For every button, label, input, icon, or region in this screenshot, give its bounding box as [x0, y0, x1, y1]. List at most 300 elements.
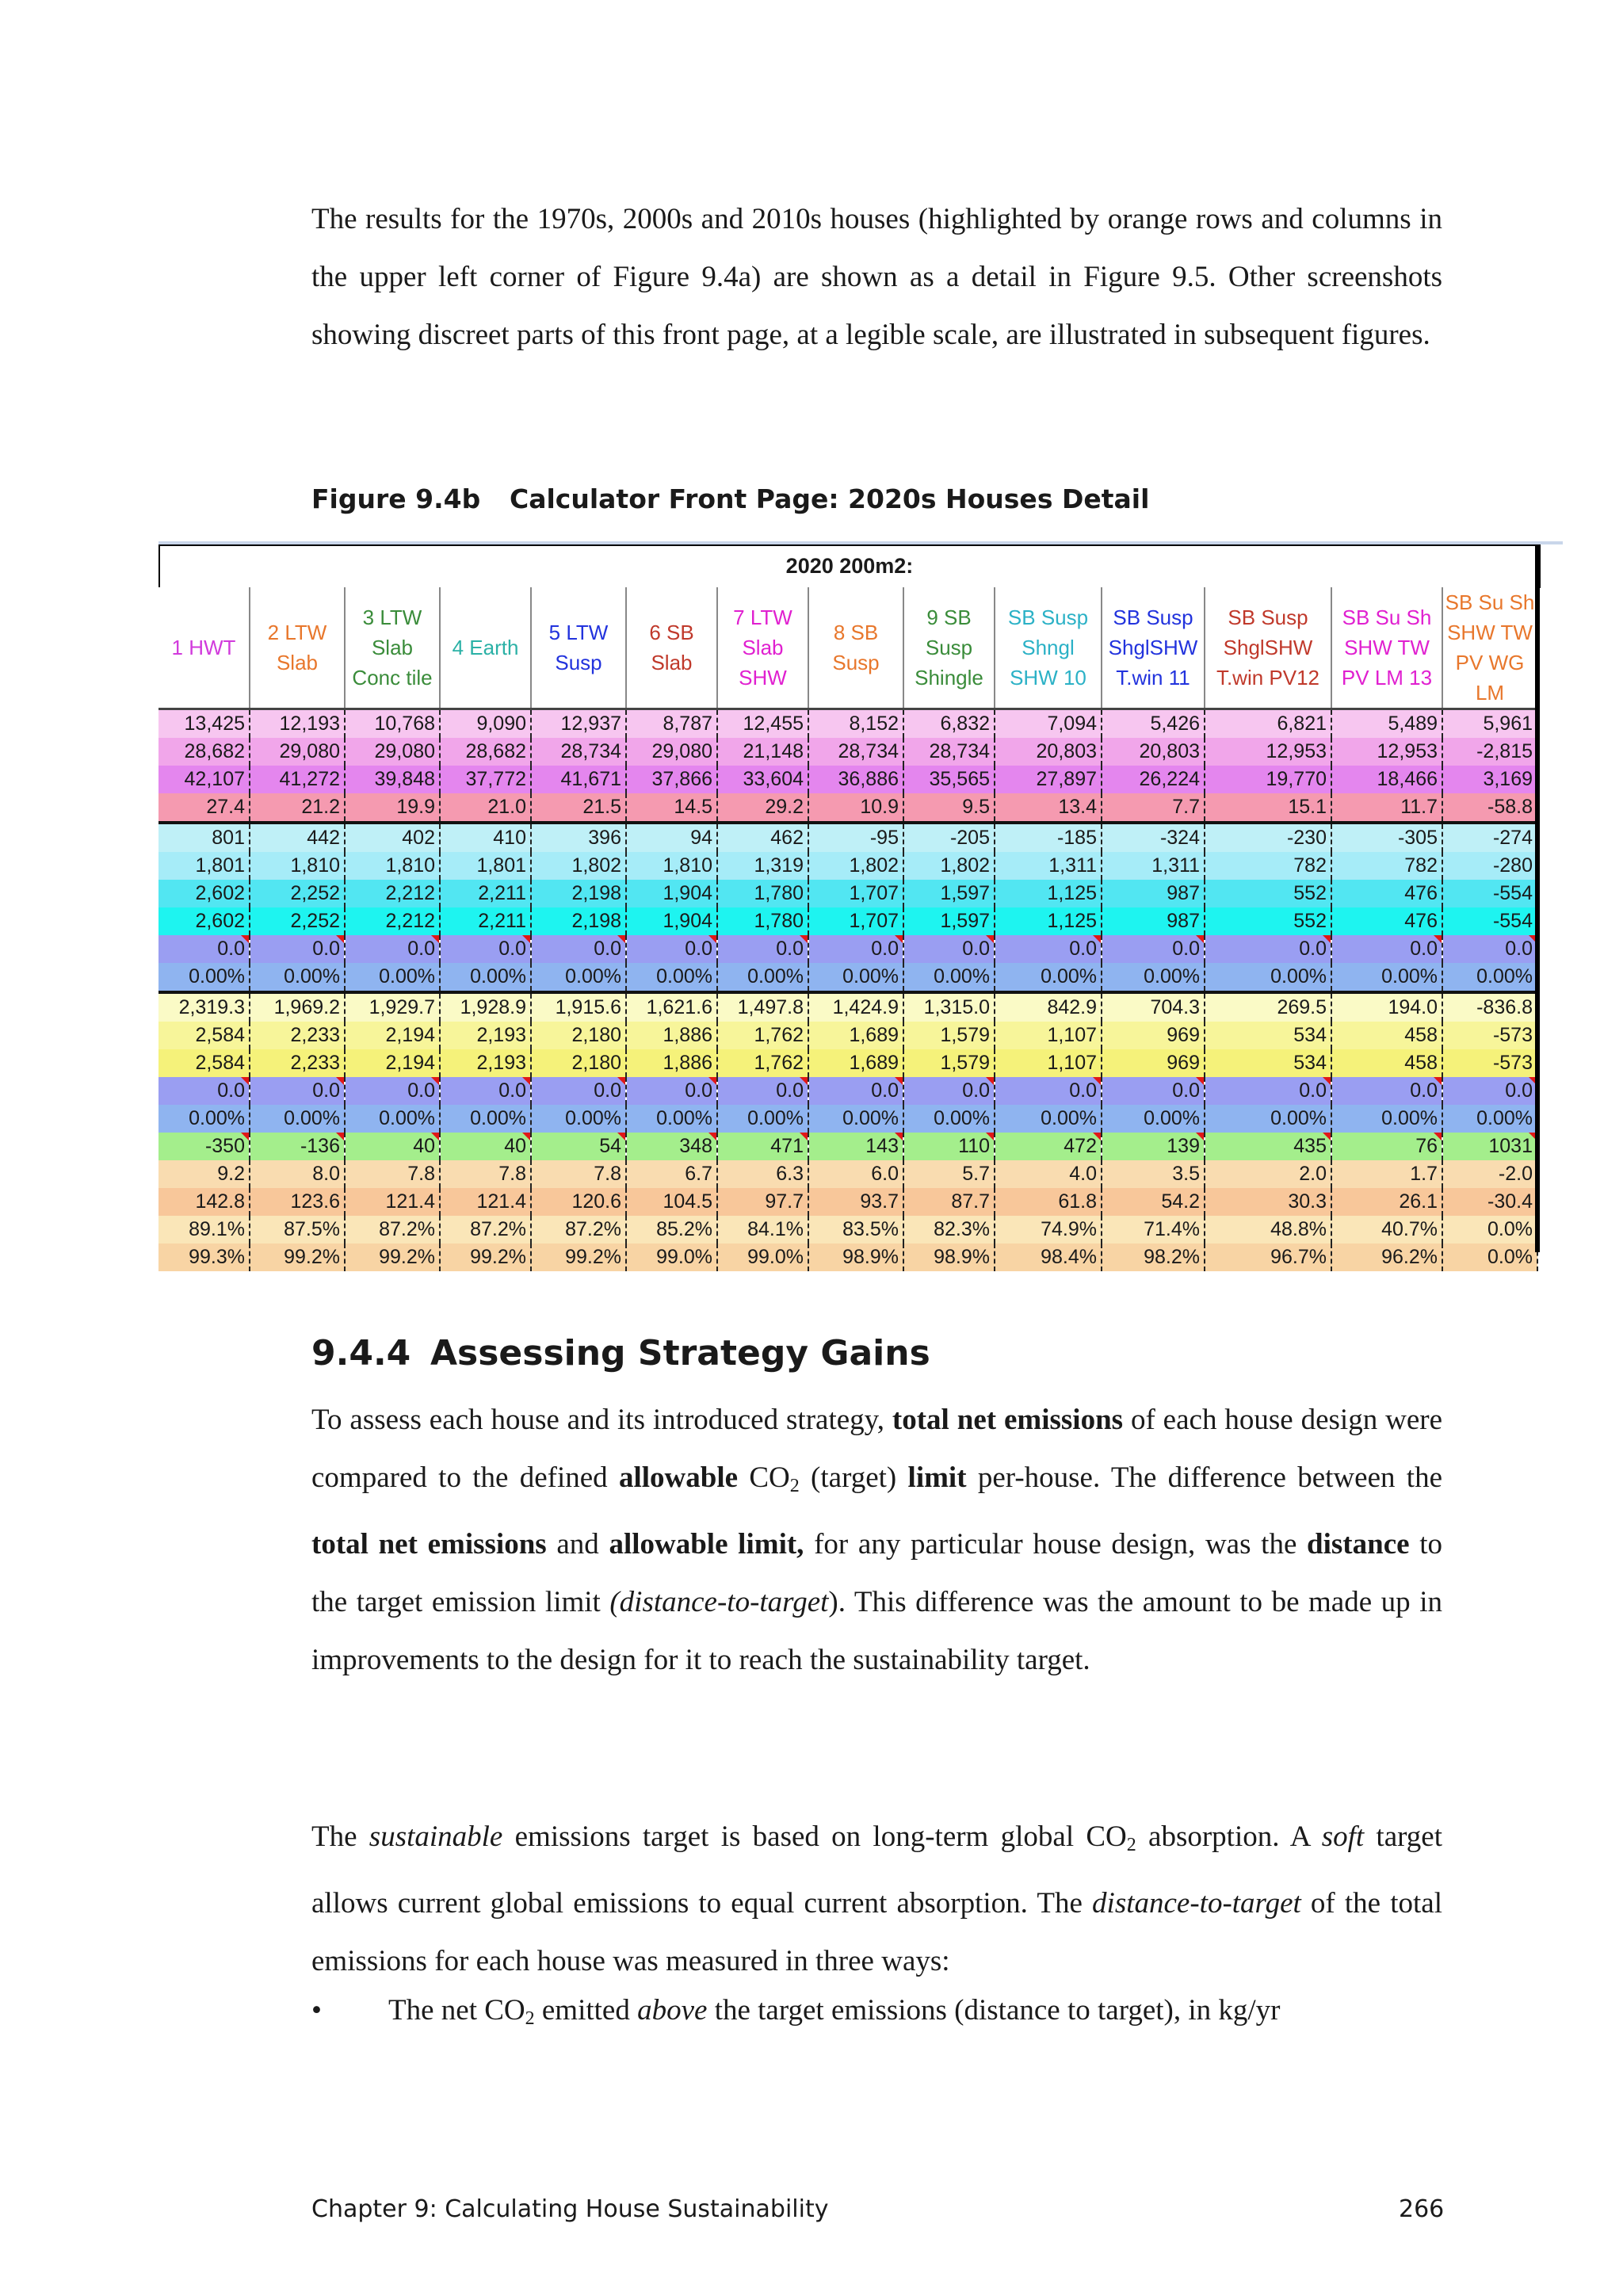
table-cell: 143 [808, 1133, 903, 1160]
table-row [158, 880, 1537, 907]
table-cell: -350 [158, 1133, 250, 1160]
table-cell: 2,252 [250, 907, 345, 935]
table-cell: 0.00% [995, 963, 1102, 992]
table-cell: 842.9 [995, 992, 1102, 1022]
table-cell: 9.2 [158, 1160, 250, 1188]
table-cell: 0.00% [158, 963, 250, 992]
table-cell: 0.00% [531, 1105, 626, 1133]
table-cell: 1,810 [626, 852, 717, 880]
table-cell: 7.8 [531, 1160, 626, 1188]
table-cell: 1,780 [717, 907, 808, 935]
table-cell: -185 [995, 823, 1102, 852]
table-cell: 2,193 [440, 1022, 531, 1049]
table-row [158, 963, 1537, 992]
table-cell: 1,311 [1102, 852, 1205, 880]
table-cell: 1,802 [903, 852, 995, 880]
table-cell: -2.0 [1442, 1160, 1537, 1188]
table-cell: 442 [250, 823, 345, 852]
table-cell: 74.9% [995, 1216, 1102, 1244]
table-cell: 54.2 [1102, 1188, 1205, 1216]
table-cell: 12,937 [531, 709, 626, 739]
column-header: SB Su Sh SHW TW PV LM 13 [1331, 587, 1442, 709]
table-row [158, 766, 1537, 793]
table-cell: 6.0 [808, 1160, 903, 1188]
table-cell: 2.0 [1205, 1160, 1331, 1188]
table-cell: 1,904 [626, 907, 717, 935]
table-cell: -274 [1442, 823, 1537, 852]
table-cell: 410 [440, 823, 531, 852]
table-cell: 0.0 [158, 1077, 250, 1105]
table-cell: 30.3 [1205, 1188, 1331, 1216]
table-cell: 552 [1205, 907, 1331, 935]
table-cell: 0.00% [250, 1105, 345, 1133]
table-cell: 20,803 [1102, 738, 1205, 766]
table-cell: 0.0 [626, 935, 717, 963]
column-header: 8 SB Susp [808, 587, 903, 709]
table-cell: 0.0 [1331, 935, 1442, 963]
table-cell: 87.7 [903, 1188, 995, 1216]
table-cell: 969 [1102, 1022, 1205, 1049]
table-cell: 0.00% [1205, 963, 1331, 992]
table-cell: 7,094 [995, 709, 1102, 739]
table-cell: 20,803 [995, 738, 1102, 766]
header-row [158, 587, 1537, 709]
table-cell: 12,953 [1331, 738, 1442, 766]
table-cell: 2,252 [250, 880, 345, 907]
table-cell: 0.0 [995, 1077, 1102, 1105]
table-cell: 21,148 [717, 738, 808, 766]
table-row [158, 992, 1537, 1022]
table-cell: 6,821 [1205, 709, 1331, 739]
table-cell: -2,815 [1442, 738, 1537, 766]
table-cell: 1,497.8 [717, 992, 808, 1022]
table-cell: 0.00% [1331, 1105, 1442, 1133]
table-cell: 0.00% [1102, 1105, 1205, 1133]
table-cell: 1,810 [250, 852, 345, 880]
section-title: Assessing Strategy Gains [430, 1333, 930, 1373]
figure-title: Calculator Front Page: 2020s Houses Detail [510, 483, 1150, 514]
table-cell: 0.0 [808, 935, 903, 963]
table-cell: 40.7% [1331, 1216, 1442, 1244]
table-cell: 9.5 [903, 793, 995, 823]
table-cell: -280 [1442, 852, 1537, 880]
column-header: SB Susp ShglSHW T.win 11 [1102, 587, 1205, 709]
table-cell: 21.0 [440, 793, 531, 823]
section-number: 9.4.4 [311, 1333, 411, 1373]
table-cell: 969 [1102, 1049, 1205, 1077]
table-cell: 142.8 [158, 1188, 250, 1216]
table-cell: 0.00% [250, 963, 345, 992]
table-cell: 99.3% [158, 1244, 250, 1271]
table-cell: 0.00% [903, 963, 995, 992]
table-cell: 139 [1102, 1133, 1205, 1160]
table-cell: 2,211 [440, 907, 531, 935]
table-cell: -30.4 [1442, 1188, 1537, 1216]
table-cell: 19.9 [345, 793, 440, 823]
table-cell: 96.7% [1205, 1244, 1331, 1271]
table-cell: 2,584 [158, 1022, 250, 1049]
figure-number: Figure 9.4b [311, 483, 481, 514]
table-cell: 6.3 [717, 1160, 808, 1188]
table-cell: 0.00% [995, 1105, 1102, 1133]
bullet-icon: • [311, 1994, 322, 2027]
table-cell: 462 [717, 823, 808, 852]
paragraph-strategy: To assess each house and its introduced strategy, total net emissions of each house design were compared to the defined allowable $CO_2$ (target) limit per-house. The difference between the total net emissions and allowable limit, for any particular house design, was the distance to the target emission limit (distance-to-target). This difference was the amount to be made up in improvements to the design for it to reach the sustainability target. [311, 1404, 1442, 1676]
table-cell: 28,734 [531, 738, 626, 766]
table-cell: 1,707 [808, 880, 903, 907]
table-row [158, 1022, 1537, 1049]
table-cell: 0.0 [1442, 1077, 1537, 1105]
table-row [158, 738, 1537, 766]
table-cell: 0.0 [903, 1077, 995, 1105]
table-cell: 0.0 [1205, 1077, 1331, 1105]
table-cell: 15.1 [1205, 793, 1331, 823]
table-cell: 1.7 [1331, 1160, 1442, 1188]
table-cell: 11.7 [1331, 793, 1442, 823]
table-cell: 552 [1205, 880, 1331, 907]
table-cell: 1,915.6 [531, 992, 626, 1022]
table-cell: 534 [1205, 1049, 1331, 1077]
table-cell: 782 [1205, 852, 1331, 880]
table-cell: 99.2% [440, 1244, 531, 1271]
table-cell: -205 [903, 823, 995, 852]
bullet-item: • The net $CO_2$ emitted above the target emissions (distance to target), in kg/yr [311, 1981, 1281, 2048]
table-cell: -573 [1442, 1049, 1537, 1077]
table-cell: 27.4 [158, 793, 250, 823]
table-cell: 458 [1331, 1022, 1442, 1049]
column-header: 2 LTW Slab [250, 587, 345, 709]
table-row [158, 1105, 1537, 1133]
table-row [158, 852, 1537, 880]
table-cell: 98.2% [1102, 1244, 1205, 1271]
table-cell: 1,929.7 [345, 992, 440, 1022]
table-cell: 476 [1331, 880, 1442, 907]
table-cell: 396 [531, 823, 626, 852]
table-cell: 35,565 [903, 766, 995, 793]
table-cell: 0.0 [995, 935, 1102, 963]
table-cell: 987 [1102, 907, 1205, 935]
table-cell: 6.7 [626, 1160, 717, 1188]
table-row [158, 1077, 1537, 1105]
table-row [158, 1188, 1537, 1216]
table-cell: 1,928.9 [440, 992, 531, 1022]
table-cell: 96.2% [1331, 1244, 1442, 1271]
table-cell: 2,584 [158, 1049, 250, 1077]
table-cell: 2,180 [531, 1049, 626, 1077]
table-cell: 5,961 [1442, 709, 1537, 739]
table-cell: 42,107 [158, 766, 250, 793]
table-cell: 98.4% [995, 1244, 1102, 1271]
table-cell: 12,455 [717, 709, 808, 739]
table-cell: 13,425 [158, 709, 250, 739]
table-cell: 0.00% [626, 963, 717, 992]
table-cell: 1,886 [626, 1022, 717, 1049]
table-cell: 1,801 [440, 852, 531, 880]
table-cell: 5,489 [1331, 709, 1442, 739]
column-header: SB Su Sh SHW TW PV WG LM [1442, 587, 1537, 709]
table-cell: -305 [1331, 823, 1442, 852]
table-cell: 85.2% [626, 1216, 717, 1244]
table-cell: 0.00% [1331, 963, 1442, 992]
table-cell: 99.0% [626, 1244, 717, 1271]
footer-page-number: 266 [1399, 2195, 1445, 2223]
table-cell: 2,194 [345, 1049, 440, 1077]
table-cell: 0.0 [250, 935, 345, 963]
table-cell: 0.00% [1102, 963, 1205, 992]
table-cell: 48.8% [1205, 1216, 1331, 1244]
table-cell: 1,689 [808, 1022, 903, 1049]
table-cell: 1,579 [903, 1022, 995, 1049]
table-cell: 2,194 [345, 1022, 440, 1049]
table-cell: 29,080 [345, 738, 440, 766]
table-cell: 39,848 [345, 766, 440, 793]
table-cell: 348 [626, 1133, 717, 1160]
table-row [158, 935, 1537, 963]
table-cell: 0.0 [1205, 935, 1331, 963]
table-cell: 8,787 [626, 709, 717, 739]
figure-caption [311, 483, 1149, 514]
table-cell: 1,969.2 [250, 992, 345, 1022]
table-cell: 37,866 [626, 766, 717, 793]
table-cell: 0.0 [717, 1077, 808, 1105]
table-cell: 33,604 [717, 766, 808, 793]
table-cell: 0.0 [440, 1077, 531, 1105]
table-cell: 19,770 [1205, 766, 1331, 793]
column-header: 4 Earth [440, 587, 531, 709]
table-cell: 1,579 [903, 1049, 995, 1077]
table-cell: 1,125 [995, 907, 1102, 935]
table-cell: 28,682 [440, 738, 531, 766]
table-cell: 87.5% [250, 1216, 345, 1244]
table-cell: 13.4 [995, 793, 1102, 823]
table-cell: 87.2% [440, 1216, 531, 1244]
table-cell: 1,107 [995, 1022, 1102, 1049]
table-cell: 0.0 [158, 935, 250, 963]
table-cell: 5.7 [903, 1160, 995, 1188]
table-cell: 36,886 [808, 766, 903, 793]
table-cell: 0.0 [250, 1077, 345, 1105]
table-cell: 29,080 [250, 738, 345, 766]
table-cell: 1,319 [717, 852, 808, 880]
column-header: 6 SB Slab [626, 587, 717, 709]
table-cell: 61.8 [995, 1188, 1102, 1216]
sheet-title: 2020 200m2: [158, 544, 1541, 588]
table-cell: 7.8 [345, 1160, 440, 1188]
table-cell: 18,466 [1331, 766, 1442, 793]
table-cell: 10,768 [345, 709, 440, 739]
table-cell: 0.00% [808, 963, 903, 992]
table-cell: 704.3 [1102, 992, 1205, 1022]
table-cell: 1,125 [995, 880, 1102, 907]
section-heading [311, 1333, 930, 1373]
table-cell: 41,671 [531, 766, 626, 793]
table-cell: 0.00% [808, 1105, 903, 1133]
table-cell: 1,802 [531, 852, 626, 880]
table-cell: 801 [158, 823, 250, 852]
table-cell: 21.5 [531, 793, 626, 823]
table-cell: 435 [1205, 1133, 1331, 1160]
table-cell: 104.5 [626, 1188, 717, 1216]
table-cell: 9,090 [440, 709, 531, 739]
table-cell: 27,897 [995, 766, 1102, 793]
column-header: 1 HWT [158, 587, 250, 709]
table-cell: 83.5% [808, 1216, 903, 1244]
table-cell: 2,319.3 [158, 992, 250, 1022]
table-cell: 41,272 [250, 766, 345, 793]
table-cell: 40 [440, 1133, 531, 1160]
table-cell: 0.00% [345, 963, 440, 992]
table-cell: -573 [1442, 1022, 1537, 1049]
table-cell: 0.00% [531, 963, 626, 992]
table-cell: 76 [1331, 1133, 1442, 1160]
table-cell: 2,212 [345, 907, 440, 935]
table-cell: 1,315.0 [903, 992, 995, 1022]
table-row [158, 793, 1537, 823]
table-cell: 87.2% [345, 1216, 440, 1244]
table-cell: 458 [1331, 1049, 1442, 1077]
table-cell: 2,233 [250, 1022, 345, 1049]
table-cell: 2,602 [158, 880, 250, 907]
table-cell: 3,169 [1442, 766, 1537, 793]
table-row [158, 1160, 1537, 1188]
table-cell: -95 [808, 823, 903, 852]
table-cell: 98.9% [808, 1244, 903, 1271]
table-cell: 1,762 [717, 1022, 808, 1049]
table-cell: 4.0 [995, 1160, 1102, 1188]
table-cell: 2,180 [531, 1022, 626, 1049]
table-cell: 1,107 [995, 1049, 1102, 1077]
table-cell: 0.0 [903, 935, 995, 963]
table-cell: 0.0% [1442, 1216, 1537, 1244]
table-cell: 1,886 [626, 1049, 717, 1077]
table-cell: 94 [626, 823, 717, 852]
table-cell: 40 [345, 1133, 440, 1160]
table-cell: 12,193 [250, 709, 345, 739]
table-cell: 0.0 [440, 935, 531, 963]
table-cell: 402 [345, 823, 440, 852]
table-cell: 26.1 [1331, 1188, 1442, 1216]
table-cell: 28,734 [808, 738, 903, 766]
table-cell: 10.9 [808, 793, 903, 823]
table-cell: 0.00% [440, 1105, 531, 1133]
table-cell: 28,734 [903, 738, 995, 766]
table-cell: 97.7 [717, 1188, 808, 1216]
table-cell: 82.3% [903, 1216, 995, 1244]
table-cell: 0.00% [1442, 963, 1537, 992]
table-cell: 99.2% [250, 1244, 345, 1271]
table-cell: -58.8 [1442, 793, 1537, 823]
table-cell: 0.0 [717, 935, 808, 963]
table-cell: -136 [250, 1133, 345, 1160]
table-cell: 98.9% [903, 1244, 995, 1271]
table-cell: 0.0 [531, 1077, 626, 1105]
table-cell: 87.2% [531, 1216, 626, 1244]
table-cell: 194.0 [1331, 992, 1442, 1022]
table-cell: 0.0 [345, 935, 440, 963]
table-cell: 0.00% [626, 1105, 717, 1133]
table-cell: 987 [1102, 880, 1205, 907]
table-cell: 29,080 [626, 738, 717, 766]
data-table [158, 587, 1538, 1271]
calculator-spreadsheet [158, 541, 1563, 1268]
table-cell: 71.4% [1102, 1216, 1205, 1244]
table-cell: 14.5 [626, 793, 717, 823]
table-cell: 1,810 [345, 852, 440, 880]
column-header: 9 SB Susp Shingle [903, 587, 995, 709]
table-cell: -836.8 [1442, 992, 1537, 1022]
table-cell: 2,198 [531, 907, 626, 935]
table-cell: -554 [1442, 880, 1537, 907]
table-cell: 0.00% [158, 1105, 250, 1133]
table-cell: -230 [1205, 823, 1331, 852]
table-cell: 93.7 [808, 1188, 903, 1216]
table-cell: -554 [1442, 907, 1537, 935]
table-cell: 6,832 [903, 709, 995, 739]
table-cell: 476 [1331, 907, 1442, 935]
table-cell: 123.6 [250, 1188, 345, 1216]
table-cell: 3.5 [1102, 1160, 1205, 1188]
table-cell: 12,953 [1205, 738, 1331, 766]
table-cell: 2,233 [250, 1049, 345, 1077]
table-cell: 1,689 [808, 1049, 903, 1077]
table-cell: 0.00% [717, 963, 808, 992]
table-cell: 0.0 [1102, 1077, 1205, 1105]
table-cell: 0.0 [345, 1077, 440, 1105]
table-row [158, 907, 1537, 935]
table-cell: 99.2% [531, 1244, 626, 1271]
table-cell: 0.00% [903, 1105, 995, 1133]
table-cell: 269.5 [1205, 992, 1331, 1022]
table-cell: 84.1% [717, 1216, 808, 1244]
table-cell: 89.1% [158, 1216, 250, 1244]
table-cell: 26,224 [1102, 766, 1205, 793]
table-cell: 0.00% [1442, 1105, 1537, 1133]
table-cell: 7.7 [1102, 793, 1205, 823]
table-cell: 120.6 [531, 1188, 626, 1216]
table-cell: 54 [531, 1133, 626, 1160]
table-cell: 110 [903, 1133, 995, 1160]
table-cell: 2,193 [440, 1049, 531, 1077]
intro-paragraph: The results for the 1970s, 2000s and 2010s houses (highlighted by orange rows and columns in the upper left corner of Figure 9.4a) are shown as a detail in Figure 9.5. Other screenshots showing discreet parts of this front page, at a legible scale, are illustrated in subsequent figures. [311, 203, 1442, 351]
table-cell: 2,602 [158, 907, 250, 935]
table-cell: 121.4 [440, 1188, 531, 1216]
table-cell: 1,621.6 [626, 992, 717, 1022]
table-cell: 1,311 [995, 852, 1102, 880]
column-header: SB Susp ShglSHW T.win PV12 [1205, 587, 1331, 709]
table-cell: 471 [717, 1133, 808, 1160]
table-row [158, 823, 1537, 852]
table-row [158, 1133, 1537, 1160]
table-cell: 5,426 [1102, 709, 1205, 739]
table-cell: 21.2 [250, 793, 345, 823]
table-row [158, 1216, 1537, 1244]
table-cell: 1,762 [717, 1049, 808, 1077]
table-cell: 0.0 [1442, 935, 1537, 963]
sheet-right-border [1535, 544, 1540, 1252]
table-cell: 0.00% [345, 1105, 440, 1133]
table-cell: 534 [1205, 1022, 1331, 1049]
table-cell: 1,424.9 [808, 992, 903, 1022]
table-cell: 99.0% [717, 1244, 808, 1271]
table-cell: 1,801 [158, 852, 250, 880]
table-cell: 0.0% [1442, 1244, 1537, 1271]
table-cell: 2,211 [440, 880, 531, 907]
table-cell: -324 [1102, 823, 1205, 852]
table-cell: 0.0 [808, 1077, 903, 1105]
table-row [158, 709, 1537, 739]
table-cell: 1,597 [903, 907, 995, 935]
table-cell: 1,707 [808, 907, 903, 935]
